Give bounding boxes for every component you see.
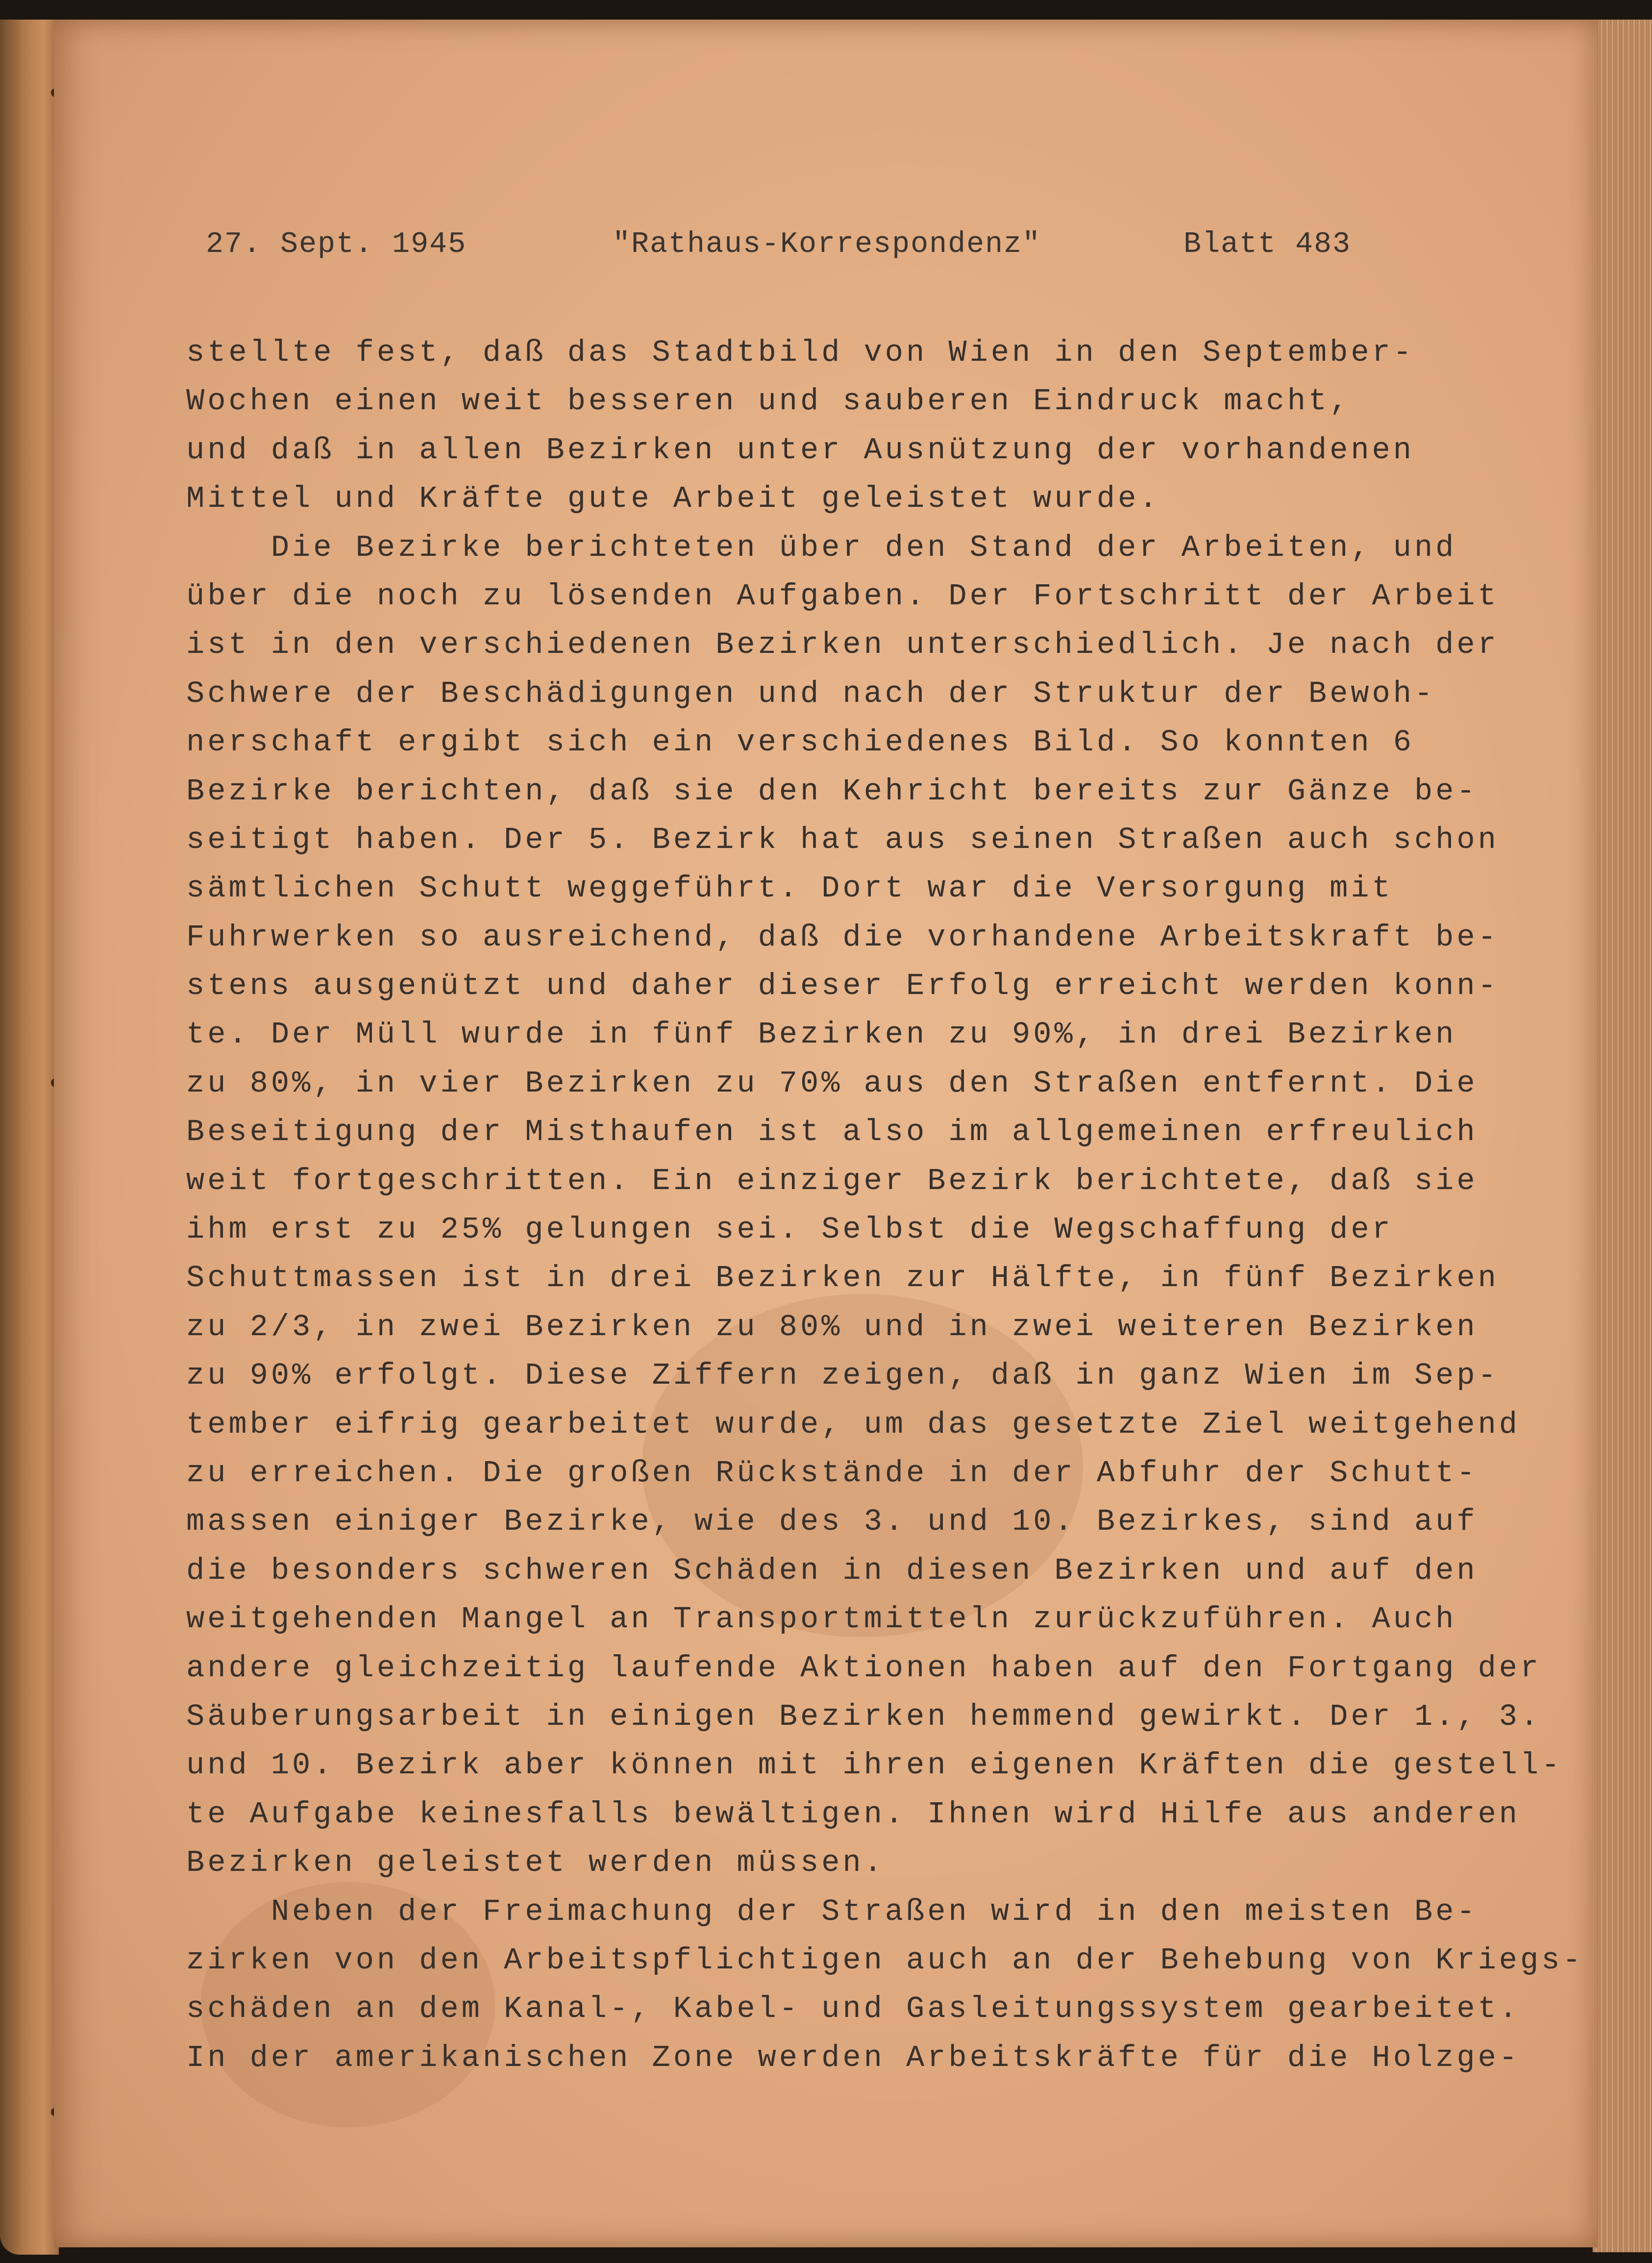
text-line: Säuberungsarbeit in einigen Bezirken hemmend gewirkt. Der 1., 3.	[186, 1699, 1542, 1734]
page-stack-edge	[1593, 20, 1652, 2252]
text-line: In der amerikanischen Zone werden Arbeitskräfte für die Holzge-	[186, 2040, 1520, 2075]
text-line: te. Der Müll wurde in fünf Bezirken zu 90%, in drei Bezirken	[186, 1017, 1457, 1052]
text-line: und 10. Bezirk aber können mit ihren eigenen Kräften die gestell-	[186, 1748, 1563, 1783]
text-line: nerschaft ergibt sich ein verschiedenes Bild. So konnten 6	[186, 725, 1414, 760]
text-line: schäden an dem Kanal-, Kabel- und Gasleitungssystem gearbeitet.	[186, 1991, 1520, 2027]
text-line: Die Bezirke berichteten über den Stand der Arbeiten, und	[186, 530, 1457, 565]
header-title: "Rathaus-Korrespondenz"	[613, 228, 1041, 261]
body-text	[186, 328, 1584, 2082]
text-line: und daß in allen Bezirken unter Ausnützung der vorhandenen	[186, 432, 1414, 468]
text-line: tember eifrig gearbeitet wurde, um das gesetzte Ziel weitgehend	[186, 1407, 1520, 1442]
text-line: Bezirken geleistet werden müssen.	[186, 1845, 885, 1881]
text-line: über die noch zu lösenden Aufgaben. Der Fortschritt der Arbeit	[186, 578, 1499, 614]
text-line: zirken von den Arbeitspflichtigen auch an der Behebung von Kriegs-	[186, 1942, 1584, 1978]
text-line: zu erreichen. Die großen Rückstände in der Abfuhr der Schutt-	[186, 1455, 1478, 1491]
text-line: Beseitigung der Misthaufen ist also im allgemeinen erfreulich	[186, 1115, 1478, 1150]
text-line: Wochen einen weit besseren und sauberen Eindruck macht,	[186, 384, 1351, 419]
text-line: stellte fest, daß das Stadtbild von Wien in den September-	[186, 335, 1414, 370]
text-line: Neben der Freimachung der Straßen wird in den meisten Be-	[186, 1894, 1478, 1929]
text-line: massen einiger Bezirke, wie des 3. und 10. Bezirkes, sind auf	[186, 1504, 1478, 1540]
text-line: andere gleichzeitig laufende Aktionen haben auf den Fortgang der	[186, 1650, 1542, 1686]
text-line: Bezirke berichten, daß sie den Kehricht bereits zur Gänze be-	[186, 773, 1478, 809]
text-line: Schwere der Beschädigungen und nach der Struktur der Bewoh-	[186, 676, 1436, 711]
text-line: zu 80%, in vier Bezirken zu 70% aus den Straßen entfernt. Die	[186, 1066, 1478, 1101]
previous-page-edge	[0, 20, 59, 2255]
text-line: seitigt haben. Der 5. Bezirk hat aus seinen Straßen auch schon	[186, 822, 1499, 857]
header-date: 27. Sept. 1945	[206, 228, 467, 261]
header-sheet-number: Blatt 483	[1184, 228, 1352, 261]
text-line: weit fortgeschritten. Ein einziger Bezirk berichtete, daß sie	[186, 1163, 1478, 1198]
text-line: ist in den verschiedenen Bezirken unterschiedlich. Je nach der	[186, 627, 1499, 663]
text-line: Fuhrwerken so ausreichend, daß die vorhandene Arbeitskraft be-	[186, 920, 1499, 955]
text-line: die besonders schweren Schäden in diesen Bezirken und auf den	[186, 1553, 1478, 1588]
text-line: sämtlichen Schutt weggeführt. Dort war die Versorgung mit	[186, 871, 1393, 906]
text-line: zu 90% erfolgt. Diese Ziffern zeigen, daß in ganz Wien im Sep-	[186, 1358, 1499, 1393]
text-line: weitgehenden Mangel an Transportmitteln zurückzuführen. Auch	[186, 1602, 1457, 1637]
text-line: Mittel und Kräfte gute Arbeit geleistet wurde.	[186, 481, 1160, 517]
text-line: ihm erst zu 25% gelungen sei. Selbst die Wegschaffung der	[186, 1212, 1393, 1247]
text-line: te Aufgabe keinesfalls bewältigen. Ihnen wird Hilfe aus anderen	[186, 1796, 1520, 1832]
text-line: Schuttmassen ist in drei Bezirken zur Hälfte, in fünf Bezirken	[186, 1261, 1499, 1296]
text-line: zu 2/3, in zwei Bezirken zu 80% und in zwei weiteren Bezirken	[186, 1309, 1478, 1344]
page-header	[206, 228, 1382, 267]
text-line: stens ausgenützt und daher dieser Erfolg erreicht werden konn-	[186, 969, 1499, 1004]
